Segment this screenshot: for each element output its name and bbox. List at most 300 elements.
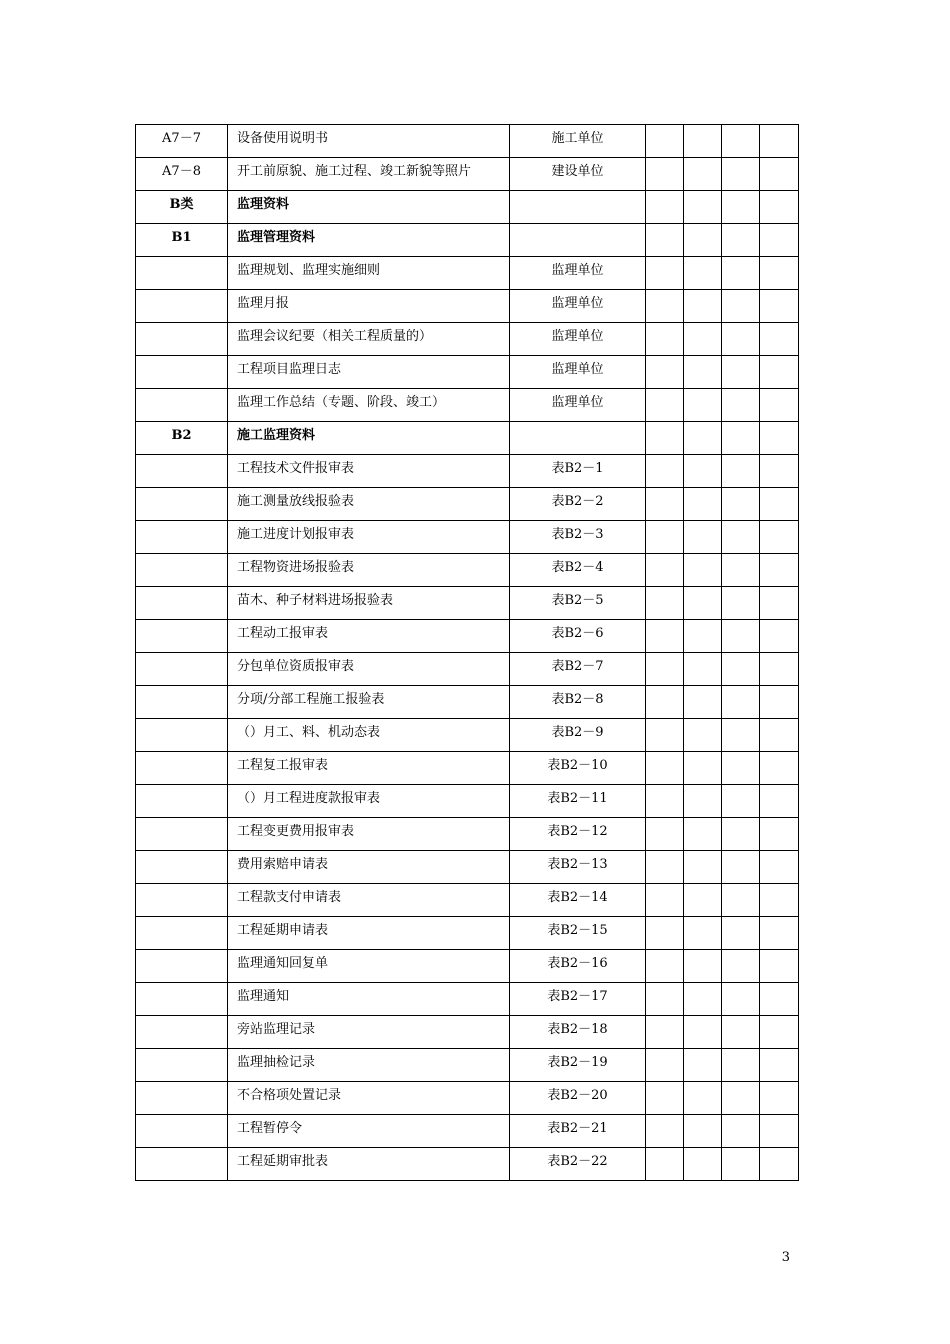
table-row <box>136 521 799 554</box>
row-unit-cell <box>510 917 646 950</box>
row-code-text <box>136 950 227 957</box>
row-name-text: 工程延期申请表 <box>237 923 329 937</box>
row-name-text: 苗木、种子材料进场报验表 <box>237 593 394 607</box>
check-cell <box>646 488 684 521</box>
row-name-cell <box>228 1082 510 1115</box>
table-row <box>136 1148 799 1181</box>
row-code-text <box>136 389 227 396</box>
check-cell <box>722 719 760 752</box>
check-cell <box>760 983 799 1016</box>
check-cell <box>646 851 684 884</box>
check-cell <box>684 158 722 191</box>
check-cell <box>760 818 799 851</box>
check-cell <box>646 884 684 917</box>
row-code-text: A7－8 <box>162 164 201 178</box>
check-cell <box>722 917 760 950</box>
row-code-cell <box>136 851 228 884</box>
row-name-text: 监理规划、监理实施细则 <box>237 263 381 277</box>
check-cell <box>760 125 799 158</box>
row-code-text <box>136 917 227 924</box>
check-cell <box>722 455 760 488</box>
row-code-text <box>136 521 227 528</box>
check-cell <box>684 620 722 653</box>
row-unit-cell <box>510 1148 646 1181</box>
row-unit-cell <box>510 224 646 257</box>
row-name-cell <box>228 917 510 950</box>
row-code-text <box>136 1148 227 1155</box>
row-unit-cell <box>510 1115 646 1148</box>
check-cell <box>722 752 760 785</box>
check-cell <box>760 158 799 191</box>
table-row <box>136 653 799 686</box>
row-name-cell <box>228 1148 510 1181</box>
table-row <box>136 125 799 158</box>
row-code-text <box>136 686 227 693</box>
table-row <box>136 455 799 488</box>
row-code-text <box>136 884 227 891</box>
check-cell <box>722 818 760 851</box>
row-name-text: 工程暂停令 <box>237 1121 303 1135</box>
check-cell <box>684 125 722 158</box>
row-unit-text: 表B2－6 <box>551 626 604 640</box>
check-cell <box>760 422 799 455</box>
row-code-cell <box>136 653 228 686</box>
check-cell <box>646 752 684 785</box>
row-unit-cell <box>510 191 646 224</box>
row-name-text: 分项/分部工程施工报验表 <box>237 692 385 706</box>
row-name-text: 工程复工报审表 <box>237 758 329 772</box>
check-cell <box>760 620 799 653</box>
row-name-cell <box>228 587 510 620</box>
page-number: 3 <box>781 1250 790 1265</box>
row-name-cell <box>228 1049 510 1082</box>
row-name-text: 开工前原貌、施工过程、竣工新貌等照片 <box>237 164 472 178</box>
row-code-cell <box>136 884 228 917</box>
row-code-cell <box>136 257 228 290</box>
row-unit-cell <box>510 455 646 488</box>
check-cell <box>684 752 722 785</box>
row-unit-cell <box>510 752 646 785</box>
check-cell <box>722 1148 760 1181</box>
check-cell <box>646 455 684 488</box>
check-cell <box>760 1049 799 1082</box>
records-table <box>135 124 799 1181</box>
table-row <box>136 785 799 818</box>
row-name-text: 监理会议纪要（相关工程质量的） <box>237 329 433 343</box>
check-cell <box>646 1016 684 1049</box>
table-body <box>136 125 799 1181</box>
check-cell <box>646 323 684 356</box>
table-row <box>136 917 799 950</box>
check-cell <box>760 1148 799 1181</box>
row-name-cell <box>228 686 510 719</box>
check-cell <box>646 1148 684 1181</box>
table-row <box>136 356 799 389</box>
check-cell <box>646 620 684 653</box>
check-cell <box>646 224 684 257</box>
row-code-cell <box>136 191 228 224</box>
table-row <box>136 884 799 917</box>
row-name-cell <box>228 554 510 587</box>
check-cell <box>760 224 799 257</box>
check-cell <box>684 785 722 818</box>
row-name-text: 工程变更费用报审表 <box>237 824 355 838</box>
row-code-cell <box>136 290 228 323</box>
table-row <box>136 191 799 224</box>
check-cell <box>646 719 684 752</box>
check-cell <box>684 455 722 488</box>
row-unit-text: 表B2－1 <box>551 461 604 475</box>
table-row <box>136 587 799 620</box>
check-cell <box>760 488 799 521</box>
row-code-cell <box>136 488 228 521</box>
row-unit-cell <box>510 125 646 158</box>
check-cell <box>722 587 760 620</box>
row-code-text <box>136 818 227 825</box>
row-code-text <box>136 851 227 858</box>
row-unit-text: 表B2－19 <box>547 1055 608 1069</box>
row-code-text <box>136 554 227 561</box>
row-name-cell <box>228 521 510 554</box>
row-unit-cell <box>510 818 646 851</box>
check-cell <box>722 323 760 356</box>
row-name-cell <box>228 191 510 224</box>
row-code-text <box>136 983 227 990</box>
row-name-cell <box>228 257 510 290</box>
row-name-cell <box>228 719 510 752</box>
check-cell <box>722 125 760 158</box>
check-cell <box>684 224 722 257</box>
check-cell <box>684 917 722 950</box>
row-name-cell <box>228 224 510 257</box>
row-code-cell <box>136 917 228 950</box>
check-cell <box>646 191 684 224</box>
check-cell <box>760 1016 799 1049</box>
row-unit-text: 表B2－2 <box>551 494 604 508</box>
row-code-cell <box>136 455 228 488</box>
row-name-text: 工程技术文件报审表 <box>237 461 355 475</box>
row-unit-text: 表B2－21 <box>547 1121 608 1135</box>
check-cell <box>722 191 760 224</box>
check-cell <box>684 389 722 422</box>
row-code-cell <box>136 1016 228 1049</box>
row-code-cell <box>136 323 228 356</box>
check-cell <box>722 686 760 719</box>
check-cell <box>684 1115 722 1148</box>
row-unit-cell <box>510 422 646 455</box>
row-code-text: B2 <box>171 428 192 442</box>
check-cell <box>760 653 799 686</box>
row-name-cell <box>228 785 510 818</box>
row-code-text <box>136 455 227 462</box>
row-unit-cell <box>510 851 646 884</box>
row-name-cell <box>228 323 510 356</box>
check-cell <box>722 158 760 191</box>
table-row <box>136 851 799 884</box>
row-name-text: 施工监理资料 <box>237 428 316 442</box>
check-cell <box>760 917 799 950</box>
row-unit-text: 表B2－9 <box>551 725 604 739</box>
check-cell <box>646 422 684 455</box>
check-cell <box>646 125 684 158</box>
table-row <box>136 158 799 191</box>
row-code-text <box>136 587 227 594</box>
check-cell <box>646 521 684 554</box>
check-cell <box>760 785 799 818</box>
row-code-text <box>136 785 227 792</box>
row-name-text: 监理资料 <box>237 197 290 211</box>
row-unit-text: 表B2－10 <box>547 758 608 772</box>
row-code-cell <box>136 125 228 158</box>
check-cell <box>760 752 799 785</box>
row-code-cell <box>136 686 228 719</box>
check-cell <box>760 257 799 290</box>
check-cell <box>646 1082 684 1115</box>
row-code-cell <box>136 587 228 620</box>
check-cell <box>760 950 799 983</box>
check-cell <box>760 521 799 554</box>
row-code-text <box>136 1049 227 1056</box>
row-name-cell <box>228 356 510 389</box>
check-cell <box>760 686 799 719</box>
check-cell <box>722 950 760 983</box>
table-row <box>136 488 799 521</box>
check-cell <box>760 290 799 323</box>
row-name-text: 监理抽检记录 <box>237 1055 316 1069</box>
check-cell <box>760 389 799 422</box>
check-cell <box>722 983 760 1016</box>
row-name-cell <box>228 488 510 521</box>
table-row <box>136 950 799 983</box>
check-cell <box>722 884 760 917</box>
row-code-cell <box>136 521 228 554</box>
check-cell <box>722 1115 760 1148</box>
row-unit-text <box>510 422 645 429</box>
row-name-text: 监理工作总结（专题、阶段、竣工） <box>237 395 446 409</box>
row-unit-cell <box>510 488 646 521</box>
row-name-cell <box>228 950 510 983</box>
check-cell <box>646 917 684 950</box>
check-cell <box>684 1016 722 1049</box>
row-code-text <box>136 1115 227 1122</box>
row-name-cell <box>228 125 510 158</box>
row-code-text: A7－7 <box>162 131 201 145</box>
row-name-text: 工程款支付申请表 <box>237 890 342 904</box>
row-code-cell <box>136 1115 228 1148</box>
row-name-text: （）月工程进度款报审表 <box>237 791 381 805</box>
row-code-text <box>136 620 227 627</box>
row-code-text <box>136 356 227 363</box>
row-unit-cell <box>510 785 646 818</box>
row-unit-cell <box>510 719 646 752</box>
table-row <box>136 257 799 290</box>
check-cell <box>684 422 722 455</box>
row-code-text <box>136 323 227 330</box>
row-name-cell <box>228 818 510 851</box>
row-unit-text <box>510 224 645 231</box>
check-cell <box>684 488 722 521</box>
row-code-cell <box>136 1148 228 1181</box>
row-code-cell <box>136 422 228 455</box>
row-unit-cell <box>510 290 646 323</box>
row-code-cell <box>136 752 228 785</box>
check-cell <box>646 686 684 719</box>
row-unit-cell <box>510 620 646 653</box>
check-cell <box>684 521 722 554</box>
row-unit-text: 监理单位 <box>551 395 604 409</box>
row-name-cell <box>228 455 510 488</box>
check-cell <box>684 950 722 983</box>
row-name-text: 设备使用说明书 <box>237 131 329 145</box>
row-name-cell <box>228 1016 510 1049</box>
row-name-text: 施工进度计划报审表 <box>237 527 355 541</box>
row-unit-text: 监理单位 <box>551 362 604 376</box>
row-name-text: 不合格项处置记录 <box>237 1088 342 1102</box>
check-cell <box>684 587 722 620</box>
check-cell <box>646 257 684 290</box>
check-cell <box>722 521 760 554</box>
check-cell <box>646 950 684 983</box>
row-code-text: B1 <box>171 230 192 244</box>
row-code-text <box>136 257 227 264</box>
row-unit-cell <box>510 653 646 686</box>
row-unit-text: 施工单位 <box>551 131 604 145</box>
row-unit-text: 表B2－4 <box>551 560 604 574</box>
check-cell <box>646 983 684 1016</box>
check-cell <box>684 356 722 389</box>
row-name-text: 监理管理资料 <box>237 230 316 244</box>
row-name-cell <box>228 1115 510 1148</box>
row-unit-cell <box>510 1016 646 1049</box>
check-cell <box>646 587 684 620</box>
row-unit-text: 监理单位 <box>551 329 604 343</box>
row-unit-text <box>510 191 645 198</box>
check-cell <box>684 1148 722 1181</box>
row-name-cell <box>228 983 510 1016</box>
check-cell <box>722 620 760 653</box>
table-row <box>136 1115 799 1148</box>
check-cell <box>684 653 722 686</box>
check-cell <box>760 323 799 356</box>
check-cell <box>722 422 760 455</box>
check-cell <box>722 1049 760 1082</box>
check-cell <box>684 851 722 884</box>
check-cell <box>722 1016 760 1049</box>
row-code-cell <box>136 1049 228 1082</box>
check-cell <box>722 785 760 818</box>
check-cell <box>760 1082 799 1115</box>
row-unit-cell <box>510 983 646 1016</box>
check-cell <box>760 455 799 488</box>
row-code-cell <box>136 1082 228 1115</box>
row-name-text: 施工测量放线报验表 <box>237 494 355 508</box>
check-cell <box>722 488 760 521</box>
table-row <box>136 719 799 752</box>
row-code-text <box>136 752 227 759</box>
table-row <box>136 389 799 422</box>
row-name-text: 工程动工报审表 <box>237 626 329 640</box>
row-code-text <box>136 488 227 495</box>
row-code-cell <box>136 224 228 257</box>
row-unit-text: 建设单位 <box>551 164 604 178</box>
check-cell <box>760 719 799 752</box>
table-row <box>136 554 799 587</box>
row-code-text <box>136 1082 227 1089</box>
row-name-text: 工程物资进场报验表 <box>237 560 355 574</box>
row-code-cell <box>136 158 228 191</box>
row-code-cell <box>136 719 228 752</box>
check-cell <box>760 554 799 587</box>
row-unit-text: 表B2－16 <box>547 956 608 970</box>
table-row <box>136 620 799 653</box>
check-cell <box>722 257 760 290</box>
row-name-cell <box>228 158 510 191</box>
row-unit-text: 监理单位 <box>551 296 604 310</box>
check-cell <box>722 653 760 686</box>
row-code-cell <box>136 356 228 389</box>
row-name-text: 分包单位资质报审表 <box>237 659 355 673</box>
row-unit-cell <box>510 158 646 191</box>
row-name-cell <box>228 290 510 323</box>
table-row <box>136 224 799 257</box>
row-code-cell <box>136 554 228 587</box>
row-unit-cell <box>510 1049 646 1082</box>
check-cell <box>684 818 722 851</box>
table-row <box>136 818 799 851</box>
check-cell <box>684 1082 722 1115</box>
row-code-text: B类 <box>169 197 194 211</box>
table-row <box>136 983 799 1016</box>
table-row <box>136 686 799 719</box>
check-cell <box>684 554 722 587</box>
row-unit-text: 监理单位 <box>551 263 604 277</box>
check-cell <box>684 983 722 1016</box>
check-cell <box>684 323 722 356</box>
check-cell <box>646 653 684 686</box>
table-row <box>136 323 799 356</box>
check-cell <box>646 785 684 818</box>
row-unit-text: 表B2－22 <box>547 1154 608 1168</box>
check-cell <box>684 686 722 719</box>
row-unit-text: 表B2－14 <box>547 890 608 904</box>
check-cell <box>722 224 760 257</box>
row-unit-cell <box>510 521 646 554</box>
row-code-cell <box>136 983 228 1016</box>
check-cell <box>684 719 722 752</box>
row-unit-text: 表B2－11 <box>547 791 608 805</box>
row-name-text: 监理通知回复单 <box>237 956 329 970</box>
check-cell <box>684 290 722 323</box>
row-name-text: （）月工、料、机动态表 <box>237 725 381 739</box>
check-cell <box>646 356 684 389</box>
row-unit-text: 表B2－17 <box>547 989 608 1003</box>
row-code-text <box>136 1016 227 1023</box>
check-cell <box>760 1115 799 1148</box>
check-cell <box>722 851 760 884</box>
row-unit-cell <box>510 257 646 290</box>
row-unit-cell <box>510 950 646 983</box>
row-code-cell <box>136 818 228 851</box>
check-cell <box>722 389 760 422</box>
check-cell <box>722 290 760 323</box>
row-unit-text: 表B2－5 <box>551 593 604 607</box>
row-unit-text: 表B2－15 <box>547 923 608 937</box>
row-name-text: 旁站监理记录 <box>237 1022 316 1036</box>
row-name-text: 监理月报 <box>237 296 290 310</box>
check-cell <box>760 587 799 620</box>
table-row <box>136 752 799 785</box>
row-name-cell <box>228 389 510 422</box>
